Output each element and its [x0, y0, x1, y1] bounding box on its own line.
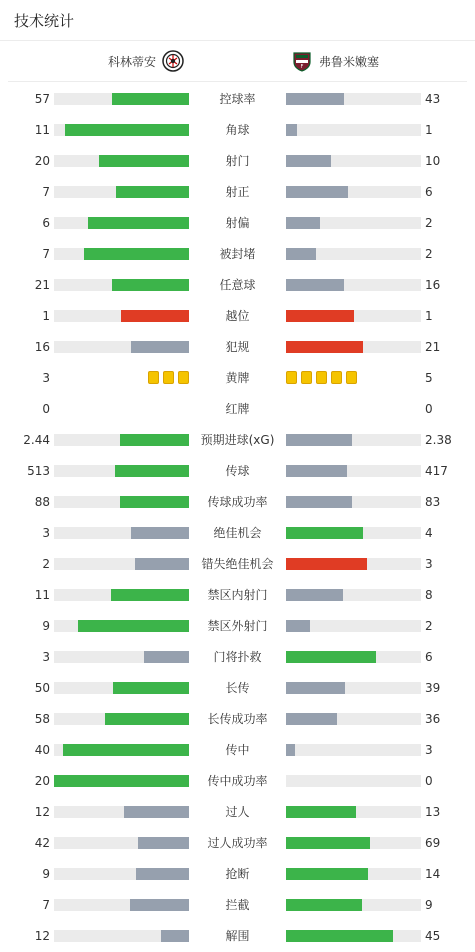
home-bar-fill: [88, 217, 189, 229]
away-value: 9: [425, 898, 433, 912]
away-value: 5: [425, 371, 433, 385]
home-bar-fill: [115, 465, 189, 477]
home-value: 12: [34, 929, 50, 943]
stat-label: 长传: [225, 681, 250, 695]
away-value: 13: [425, 805, 441, 819]
stat-row: [0, 797, 475, 828]
stat-label: 射门: [225, 154, 250, 168]
home-value: 21: [34, 278, 50, 292]
stat-row: [0, 735, 475, 766]
away-bar-track: [286, 124, 421, 136]
fluminense-logo-icon: [291, 50, 313, 72]
away-bar-track: [286, 341, 421, 353]
away-value: 83: [425, 495, 441, 509]
stat-label: 任意球: [219, 278, 256, 292]
away-bar-track: [286, 930, 421, 942]
home-bar-track: [54, 868, 189, 880]
home-bar-fill: [111, 589, 189, 601]
away-value: 417: [425, 464, 448, 478]
stat-row: [0, 239, 475, 270]
home-team-name: 科林蒂安: [107, 54, 156, 69]
away-bar-track: [286, 899, 421, 911]
corinthians-logo-icon: [162, 50, 184, 72]
away-value: 6: [425, 650, 433, 664]
stat-row: [0, 208, 475, 239]
stat-label: 禁区内射门: [207, 588, 268, 602]
away-value: 6: [425, 185, 433, 199]
home-value: 513: [27, 464, 50, 478]
away-bar-track: [286, 155, 421, 167]
home-bar-fill: [105, 713, 189, 725]
away-value: 0: [425, 774, 433, 788]
away-bar-track: [286, 93, 421, 105]
home-bar-fill: [99, 155, 189, 167]
stat-label: 禁区外射门: [207, 619, 268, 633]
home-value: 40: [34, 743, 50, 757]
away-bar-fill: [286, 496, 352, 508]
away-value: 3: [425, 557, 433, 571]
home-bar-track: [54, 279, 189, 291]
away-value: 2: [425, 216, 433, 230]
stat-row: [0, 921, 475, 952]
home-bar-fill: [113, 682, 189, 694]
stat-row: [0, 766, 475, 797]
stats-list: [0, 84, 475, 952]
stat-label: 错失绝佳机会: [201, 557, 274, 571]
stat-label: 控球率: [219, 92, 256, 106]
away-value: 36: [425, 712, 441, 726]
home-bar-fill: [120, 496, 189, 508]
home-value: 6: [42, 216, 50, 230]
home-bar-track: [54, 775, 189, 787]
home-value: 42: [34, 836, 50, 850]
away-bar-track: [286, 527, 421, 539]
home-bar-track: [54, 186, 189, 198]
home-bar-fill: [78, 620, 189, 632]
away-bar-track: [286, 837, 421, 849]
away-value: 8: [425, 588, 433, 602]
stat-label: 传球成功率: [207, 495, 268, 509]
stat-label: 门将扑救: [213, 650, 262, 664]
home-bar-fill: [63, 744, 189, 756]
yellow-card-icon: [316, 371, 327, 384]
yellow-card-icon: [178, 371, 189, 384]
stat-label: 传中成功率: [207, 774, 268, 788]
home-value: 0: [42, 402, 50, 416]
stat-label: 射正: [225, 185, 250, 199]
away-bar-track: [286, 496, 421, 508]
away-value: 2: [425, 247, 433, 261]
away-bar-fill: [286, 93, 344, 105]
yellow-card-icon: [163, 371, 174, 384]
away-bar-fill: [286, 124, 297, 136]
away-team[interactable]: [239, 50, 467, 72]
away-yellow-cards: [286, 371, 357, 384]
home-value: 12: [34, 805, 50, 819]
home-value: 11: [34, 123, 50, 137]
stat-row: [0, 704, 475, 735]
home-value: 57: [34, 92, 50, 106]
stat-row: [0, 394, 475, 425]
away-value: 39: [425, 681, 441, 695]
yellow-card-icon: [301, 371, 312, 384]
away-bar-fill: [286, 155, 331, 167]
stat-label: 拦截: [225, 898, 250, 912]
stat-label: 越位: [225, 309, 250, 323]
away-bar-track: [286, 558, 421, 570]
home-bar-track: [54, 899, 189, 911]
home-bar-track: [54, 248, 189, 260]
yellow-card-icon: [331, 371, 342, 384]
home-bar-track: [54, 310, 189, 322]
away-bar-fill: [286, 651, 376, 663]
away-bar-fill: [286, 713, 337, 725]
home-bar-track: [54, 155, 189, 167]
home-bar-track: [54, 744, 189, 756]
away-value: 21: [425, 340, 441, 354]
home-value: 50: [34, 681, 50, 695]
stat-label: 过人成功率: [207, 836, 268, 850]
home-bar-track: [54, 93, 189, 105]
stat-row: [0, 146, 475, 177]
stat-label: 犯规: [225, 340, 250, 354]
stat-row: [0, 487, 475, 518]
home-yellow-cards: [148, 371, 189, 384]
home-bar-track: [54, 589, 189, 601]
away-bar-track: [286, 434, 421, 446]
home-bar-track: [54, 558, 189, 570]
svg-text:F: F: [300, 64, 304, 70]
home-value: 3: [42, 526, 50, 540]
away-bar-track: [286, 806, 421, 818]
home-bar-fill: [136, 868, 189, 880]
home-bar-fill: [124, 806, 189, 818]
home-bar-track: [54, 434, 189, 446]
home-value: 16: [34, 340, 50, 354]
home-value: 88: [34, 495, 50, 509]
away-bar-fill: [286, 341, 363, 353]
home-bar-track: [54, 837, 189, 849]
stat-label: 射偏: [225, 216, 250, 230]
home-bar-track: [54, 620, 189, 632]
away-bar-track: [286, 868, 421, 880]
stat-row: [0, 363, 475, 394]
stat-row: [0, 859, 475, 890]
home-bar-fill: [65, 124, 189, 136]
home-value: 9: [42, 619, 50, 633]
stat-row: [0, 673, 475, 704]
away-value: 1: [425, 123, 433, 137]
home-bar-fill: [54, 775, 189, 787]
away-value: 45: [425, 929, 441, 943]
away-bar-fill: [286, 310, 354, 322]
away-value: 3: [425, 743, 433, 757]
stat-row: [0, 115, 475, 146]
away-bar-fill: [286, 837, 370, 849]
stat-row: [0, 84, 475, 115]
away-team-name: 弗鲁米嫩塞: [319, 54, 380, 69]
stat-label: 过人: [225, 805, 250, 819]
stat-label: 传中: [225, 743, 250, 757]
away-bar-fill: [286, 279, 344, 291]
home-value: 7: [42, 898, 50, 912]
home-value: 11: [34, 588, 50, 602]
away-bar-fill: [286, 465, 347, 477]
away-value: 43: [425, 92, 441, 106]
home-value: 3: [42, 371, 50, 385]
away-value: 69: [425, 836, 441, 850]
home-value: 3: [42, 650, 50, 664]
stat-label: 红牌: [225, 402, 250, 416]
stat-row: [0, 425, 475, 456]
stat-row: [0, 301, 475, 332]
home-bar-fill: [161, 930, 189, 942]
home-bar-track: [54, 217, 189, 229]
stat-row: [0, 270, 475, 301]
away-bar-fill: [286, 682, 345, 694]
home-bar-track: [54, 496, 189, 508]
home-bar-track: [54, 651, 189, 663]
stat-row: [0, 642, 475, 673]
yellow-card-icon: [346, 371, 357, 384]
stat-row: [0, 456, 475, 487]
away-bar-track: [286, 279, 421, 291]
away-bar-fill: [286, 558, 367, 570]
home-value: 1: [42, 309, 50, 323]
home-bar-fill: [131, 527, 189, 539]
away-bar-track: [286, 589, 421, 601]
home-value: 58: [34, 712, 50, 726]
stat-row: [0, 518, 475, 549]
stat-label: 抢断: [225, 867, 250, 881]
home-value: 20: [34, 154, 50, 168]
away-bar-track: [286, 775, 421, 787]
stat-label: 被封堵: [219, 247, 256, 261]
home-bar-fill: [121, 310, 189, 322]
teams-header: [8, 41, 467, 82]
stat-label: 预期进球(xG): [200, 433, 275, 447]
home-bar-fill: [120, 434, 189, 446]
away-bar-fill: [286, 217, 320, 229]
away-bar-fill: [286, 248, 316, 260]
home-bar-track: [54, 930, 189, 942]
home-team[interactable]: [8, 50, 239, 72]
yellow-card-icon: [286, 371, 297, 384]
away-value: 1: [425, 309, 433, 323]
home-bar-fill: [130, 899, 189, 911]
home-bar-fill: [135, 558, 189, 570]
home-bar-track: [54, 465, 189, 477]
home-bar-fill: [144, 651, 189, 663]
home-value: 2: [42, 557, 50, 571]
away-bar-fill: [286, 620, 310, 632]
away-bar-fill: [286, 589, 343, 601]
stat-row: [0, 332, 475, 363]
home-value: 20: [34, 774, 50, 788]
away-value: 4: [425, 526, 433, 540]
away-bar-track: [286, 310, 421, 322]
away-bar-track: [286, 620, 421, 632]
away-bar-fill: [286, 930, 393, 942]
away-bar-track: [286, 682, 421, 694]
home-bar-track: [54, 124, 189, 136]
stat-label: 解围: [225, 929, 250, 943]
away-bar-track: [286, 651, 421, 663]
stat-label: 传球: [225, 464, 250, 478]
stat-label: 长传成功率: [207, 712, 268, 726]
away-bar-fill: [286, 186, 348, 198]
home-bar-fill: [116, 186, 189, 198]
stat-row: [0, 177, 475, 208]
away-bar-track: [286, 248, 421, 260]
home-value: 2.44: [23, 433, 50, 447]
away-bar-track: [286, 186, 421, 198]
away-bar-fill: [286, 744, 295, 756]
home-bar-fill: [84, 248, 189, 260]
home-bar-track: [54, 806, 189, 818]
home-bar-track: [54, 682, 189, 694]
away-bar-fill: [286, 527, 363, 539]
stat-label: 绝佳机会: [213, 526, 262, 540]
away-value: 2.38: [425, 433, 452, 447]
away-value: 2: [425, 619, 433, 633]
away-value: 10: [425, 154, 441, 168]
stat-row: [0, 611, 475, 642]
home-bar-fill: [131, 341, 189, 353]
away-bar-fill: [286, 806, 356, 818]
page-title: 技术统计: [0, 0, 475, 41]
yellow-card-icon: [148, 371, 159, 384]
away-value: 0: [425, 402, 433, 416]
home-bar-track: [54, 341, 189, 353]
away-bar-fill: [286, 434, 352, 446]
away-bar-track: [286, 217, 421, 229]
away-bar-fill: [286, 899, 362, 911]
home-value: 7: [42, 247, 50, 261]
stat-row: [0, 580, 475, 611]
home-bar-fill: [112, 93, 189, 105]
home-bar-track: [54, 527, 189, 539]
away-value: 16: [425, 278, 441, 292]
stat-row: [0, 828, 475, 859]
stat-row: [0, 549, 475, 580]
home-bar-fill: [138, 837, 189, 849]
home-value: 9: [42, 867, 50, 881]
away-bar-fill: [286, 868, 368, 880]
away-bar-track: [286, 465, 421, 477]
stat-label: 角球: [225, 123, 250, 137]
away-value: 14: [425, 867, 441, 881]
stat-label: 黄牌: [225, 371, 250, 385]
stat-row: [0, 890, 475, 921]
home-bar-fill: [112, 279, 189, 291]
away-bar-track: [286, 713, 421, 725]
home-value: 7: [42, 185, 50, 199]
away-bar-track: [286, 744, 421, 756]
home-bar-track: [54, 713, 189, 725]
